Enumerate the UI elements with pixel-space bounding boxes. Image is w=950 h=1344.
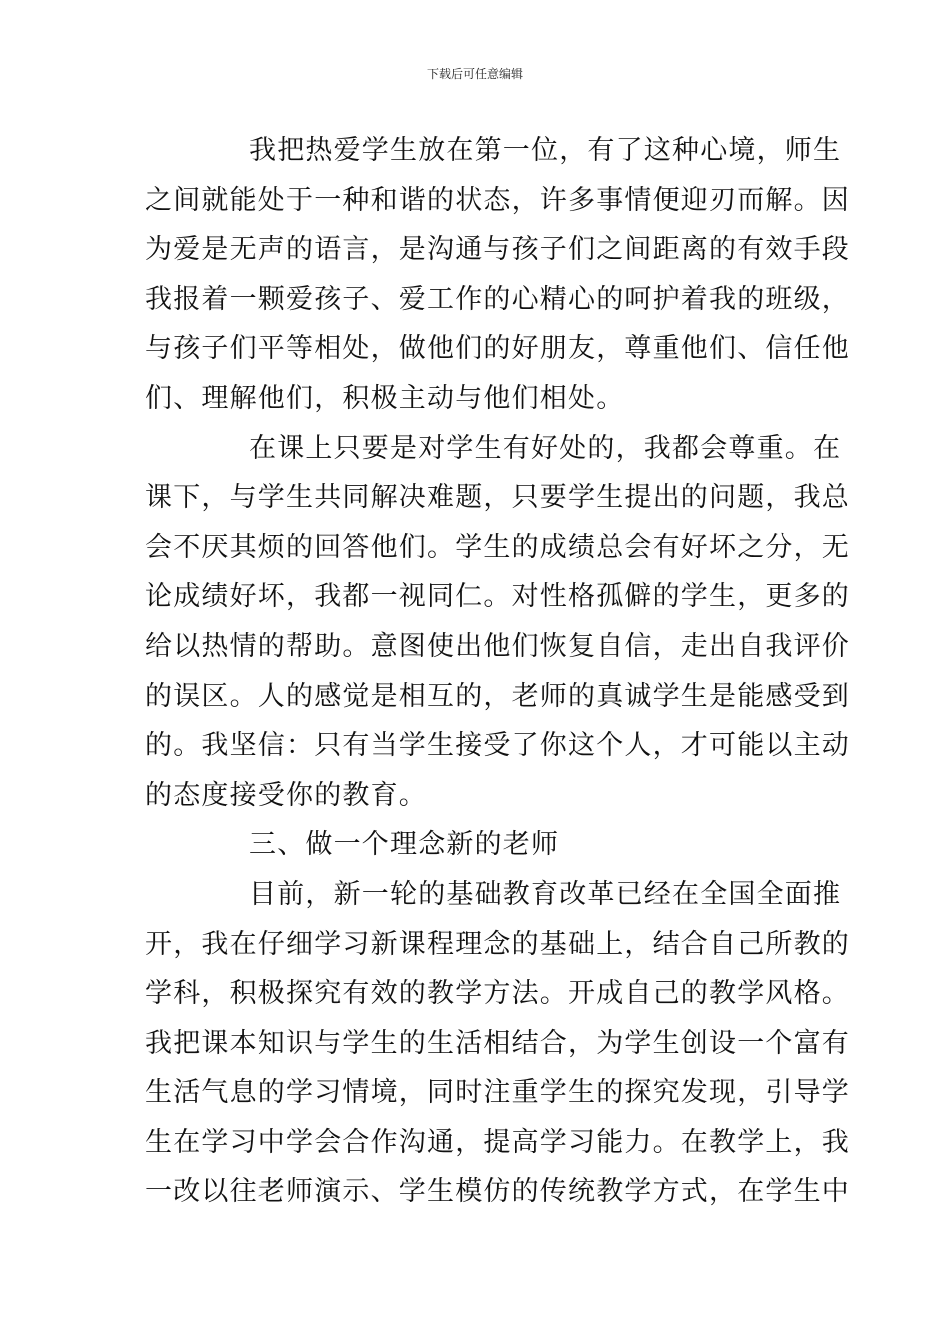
paragraph-line: 的态度接受你的教育。	[145, 779, 427, 811]
paragraph-line: 给以热情的帮助。意图使出他们恢复自信，走出自我评价	[145, 630, 850, 662]
paragraph-3	[145, 870, 850, 1217]
paragraph-1	[145, 126, 850, 424]
paragraph-line: 我把课本知识与学生的生活相结合，为学生创设一个富有	[145, 1027, 850, 1059]
document-body	[145, 126, 850, 1217]
paragraph-line: 会不厌其烦的回答他们。学生的成绩总会有好坏之分，无	[145, 531, 850, 563]
paragraph-line: 之间就能处于一种和谐的状态，许多事情便迎刃而解。因	[145, 184, 850, 216]
paragraph-line: 们、理解他们，积极主动与他们相处。	[145, 382, 625, 414]
paragraph-line: 生在学习中学会合作沟通，提高学习能力。在教学上，我	[145, 1126, 850, 1158]
page-header: 下载后可任意编辑	[426, 67, 523, 81]
paragraph-line: 在课上只要是对学生有好处的，我都会尊重。在	[249, 432, 842, 464]
paragraph-line: 生活气息的学习情境，同时注重学生的探究发现，引导学	[145, 1077, 850, 1109]
section-heading: 三、做一个理念新的老师	[249, 829, 560, 861]
paragraph-line: 我把热爱学生放在第一位，有了这种心境，师生	[249, 135, 842, 166]
paragraph-line: 目前，新一轮的基础教育改革已经在全国全面推	[249, 878, 842, 910]
paragraph-line: 为爱是无声的语言，是沟通与孩子们之间距离的有效手段	[145, 234, 850, 266]
paragraph-line: 学科，积极探究有效的教学方法。开成自己的教学风格。	[145, 978, 850, 1010]
paragraph-2	[145, 424, 850, 821]
paragraph-line: 与孩子们平等相处，做他们的好朋友，尊重他们、信任他	[145, 333, 850, 365]
paragraph-line: 论成绩好坏，我都一视同仁。对性格孤僻的学生，更多的	[145, 581, 850, 613]
paragraph-line: 我报着一颗爱孩子、爱工作的心精心的呵护着我的班级，	[145, 283, 850, 315]
paragraph-line: 课下，与学生共同解决难题，只要学生提出的问题，我总	[145, 482, 850, 514]
paragraph-line: 的误区。人的感觉是相互的，老师的真诚学生是能感受到	[145, 680, 850, 712]
paragraph-line: 的。我坚信：只有当学生接受了你这个人，才可能以主动	[145, 730, 850, 762]
paragraph-line: 一改以往老师演示、学生模仿的传统教学方式，在学生中	[145, 1176, 850, 1208]
paragraph-line: 开，我在仔细学习新课程理念的基础上，结合自己所教的	[145, 928, 850, 960]
